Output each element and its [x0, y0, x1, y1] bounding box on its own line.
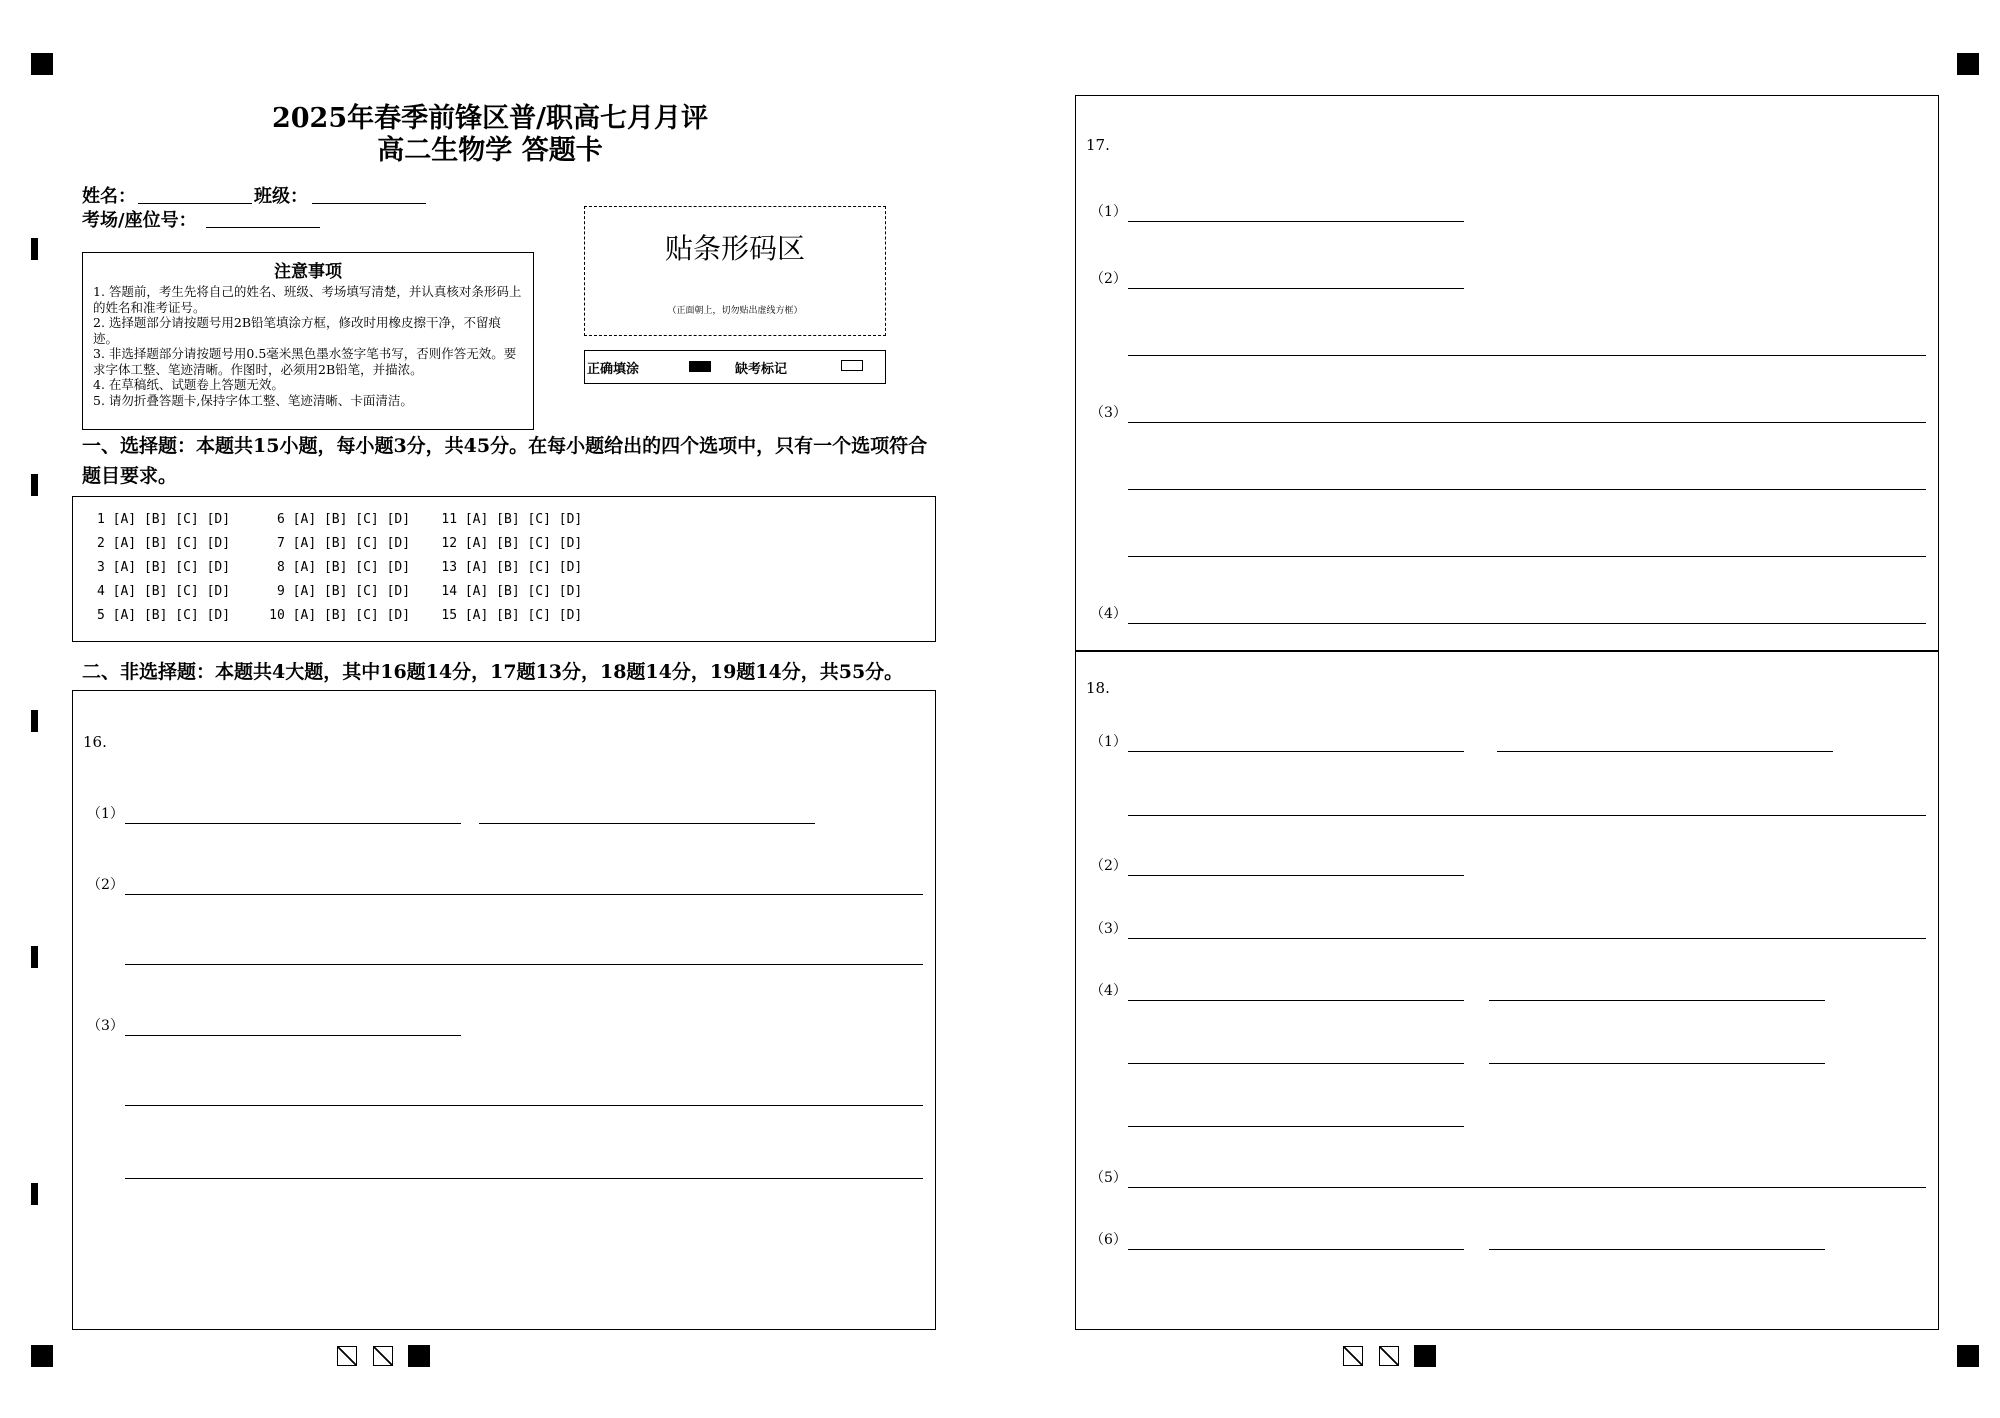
q17-sub2-line2[interactable] [1128, 355, 1926, 356]
q16-sub3-label: （3） [87, 1018, 124, 1034]
q17-sub4-label: （4） [1090, 606, 1127, 622]
q17-answer-box [1075, 95, 1939, 652]
q18-sub1-line2[interactable] [1497, 751, 1833, 752]
q16-sub2-label: （2） [87, 877, 124, 893]
q16-sub3-line2[interactable] [125, 1105, 923, 1106]
q18-sub4-line4[interactable] [1489, 1063, 1825, 1064]
page-title-line2: 高二生物学 答题卡 [377, 135, 603, 166]
q18-sub2-label: （2） [1090, 858, 1127, 874]
class-field[interactable] [312, 203, 426, 204]
page-id-mark [337, 1346, 357, 1366]
absent-mark-checkbox[interactable] [841, 360, 863, 371]
q17-sub2-label: （2） [1090, 271, 1127, 287]
q18-sub4-line2[interactable] [1489, 1000, 1825, 1001]
page-id-mark [1343, 1346, 1363, 1366]
barcode-area [584, 206, 886, 336]
q16-sub1-label: （1） [87, 806, 124, 822]
q17-number: 17. [1086, 136, 1110, 154]
correct-fill-label: 正确填涂 [587, 362, 640, 377]
q18-sub4-line5[interactable] [1128, 1126, 1464, 1127]
q16-sub2-line2[interactable] [125, 964, 923, 965]
q17-sub3-line1[interactable] [1128, 422, 1926, 423]
page-id-mark [408, 1345, 430, 1367]
notice-item: 5. 请勿折叠答题卡,保持字体工整、笔迹清晰、卡面清洁。 [93, 392, 413, 408]
timing-mark [31, 474, 38, 496]
q18-answer-box [1075, 650, 1939, 1330]
q17-sub1-label: （1） [1090, 204, 1127, 220]
q18-sub4-line3[interactable] [1128, 1063, 1464, 1064]
class-label: 班级： [254, 186, 308, 207]
seat-field[interactable] [206, 227, 320, 228]
q18-number: 18. [1086, 679, 1110, 697]
barcode-title: 贴条形码区 [664, 232, 805, 265]
q18-sub1-label: （1） [1090, 734, 1127, 750]
notice-item: 1. 答题前，考生先将自己的姓名、班级、考场填写清楚，并认真核对条形码上的姓名和准考证号。 [93, 284, 522, 315]
q16-sub3-line3[interactable] [125, 1178, 923, 1179]
notice-item: 2. 选择题部分请按题号用2B铅笔填涂方框，修改时用橡皮擦干净，不留痕迹。 [93, 315, 502, 346]
notice-item: 4. 在草稿纸、试题卷上答题无效。 [93, 377, 284, 392]
q18-sub1-line3[interactable] [1128, 815, 1926, 816]
timing-mark [31, 1183, 38, 1205]
q18-sub2-line[interactable] [1128, 875, 1464, 876]
choice-row[interactable]: 2 [A] [B] [C] [D] 7 [A] [B] [C] [D] 12 [A] [B] [C] [D] [97, 536, 583, 551]
q18-sub3-label: （3） [1090, 921, 1127, 937]
absent-mark-label: 缺考标记 [735, 362, 788, 377]
q18-sub6-line2[interactable] [1489, 1249, 1825, 1250]
page-id-mark [1414, 1345, 1436, 1367]
choice-row[interactable]: 3 [A] [B] [C] [D] 8 [A] [B] [C] [D] 13 [A] [B] [C] [D] [97, 560, 583, 575]
q18-sub6-line1[interactable] [1128, 1249, 1464, 1250]
notice-item: 3. 非选择题部分请按题号用0.5毫米黑色墨水签字笔书写，否则作答无效。要求字体工整、笔迹清晰。作图时，必须用2B铅笔，并描浓。 [93, 346, 517, 377]
q17-sub4-line[interactable] [1128, 623, 1926, 624]
q16-sub3-line1[interactable] [125, 1035, 461, 1036]
choice-answer-box [72, 496, 936, 642]
correct-fill-sample [689, 361, 711, 372]
q18-sub5-label: （5） [1090, 1170, 1127, 1186]
q17-sub1-line[interactable] [1128, 221, 1464, 222]
fill-legend [584, 350, 886, 384]
q18-sub1-line1[interactable] [1128, 751, 1464, 752]
q17-sub2-line1[interactable] [1128, 288, 1464, 289]
q16-sub1-line1[interactable] [125, 823, 461, 824]
timing-mark [31, 710, 38, 732]
seat-label: 考场/座位号： [82, 210, 197, 231]
page-id-mark [373, 1346, 393, 1366]
notice-heading: 注意事项 [274, 262, 342, 282]
corner-mark-top-left [31, 53, 53, 75]
page-id-mark [1379, 1346, 1399, 1366]
choice-row[interactable]: 1 [A] [B] [C] [D] 6 [A] [B] [C] [D] 11 [A] [B] [C] [D] [97, 512, 583, 527]
choice-row[interactable]: 4 [A] [B] [C] [D] 9 [A] [B] [C] [D] 14 [A] [B] [C] [D] [97, 584, 583, 599]
q17-sub3-line3[interactable] [1128, 556, 1926, 557]
corner-mark-top-right [1957, 53, 1979, 75]
barcode-note: （正面朝上，切勿贴出虚线方框） [667, 306, 803, 316]
timing-mark [31, 238, 38, 260]
corner-mark-bottom-left [31, 1345, 53, 1367]
q18-sub3-line[interactable] [1128, 938, 1926, 939]
notice-box [82, 252, 534, 430]
q18-sub4-line1[interactable] [1128, 1000, 1464, 1001]
q18-sub4-label: （4） [1090, 983, 1127, 999]
name-field[interactable] [138, 203, 252, 204]
q16-sub1-line2[interactable] [479, 823, 815, 824]
page-title-line1: 2025年春季前锋区普/职高七月月评 [271, 103, 708, 134]
choice-row[interactable]: 5 [A] [B] [C] [D] 10 [A] [B] [C] [D] 15 [A] [B] [C] [D] [97, 608, 583, 623]
q18-sub6-label: （6） [1090, 1232, 1127, 1248]
q16-answer-box [72, 690, 936, 1330]
q17-sub3-line2[interactable] [1128, 489, 1926, 490]
section2-heading: 二、非选择题：本题共4大题，其中16题14分，17题13分，18题14分，19题14分，共55分。 [82, 661, 904, 683]
q16-number: 16. [83, 733, 107, 751]
name-label: 姓名： [82, 186, 136, 207]
section1-heading: 一、选择题：本题共15小题，每小题3分，共45分。在每小题给出的四个选项中，只有一个选项符合题目要求。 [82, 435, 928, 487]
q16-sub2-line1[interactable] [125, 894, 923, 895]
q17-sub3-label: （3） [1090, 405, 1127, 421]
corner-mark-bottom-right [1957, 1345, 1979, 1367]
timing-mark [31, 946, 38, 968]
q18-sub5-line[interactable] [1128, 1187, 1926, 1188]
